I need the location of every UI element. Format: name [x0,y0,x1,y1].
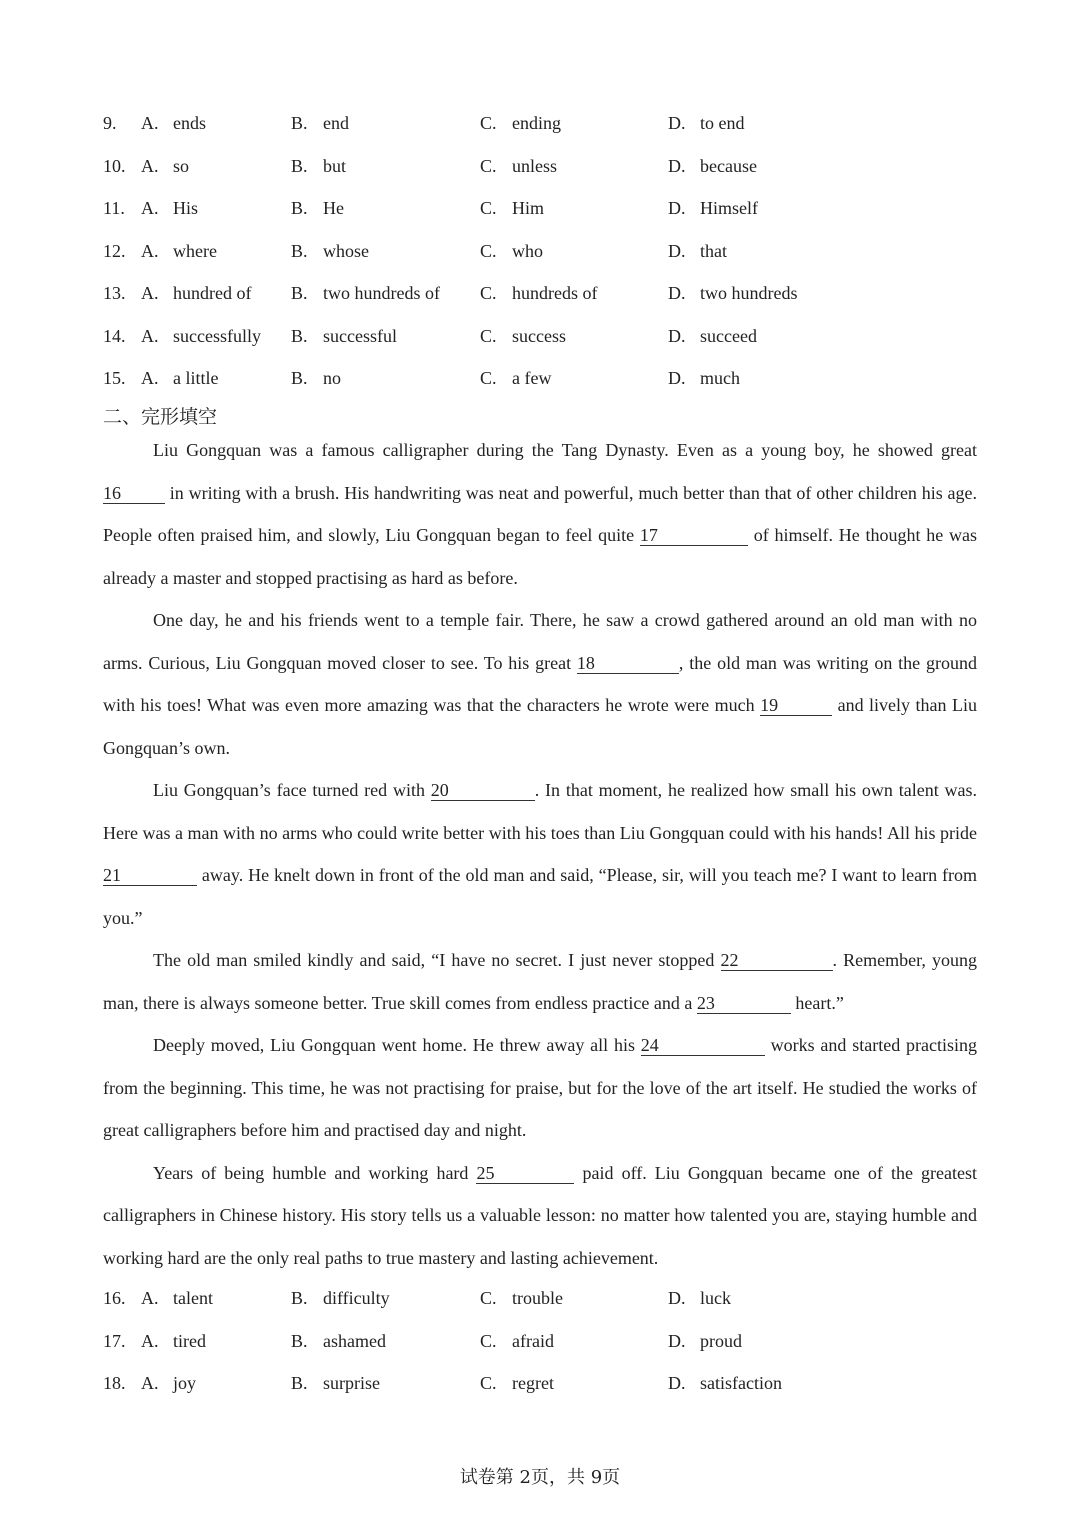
passage-paragraph [103,429,977,599]
question-row [103,283,983,313]
answer-option[interactable] [141,1288,213,1309]
option-letter: C. [480,1373,497,1393]
option-letter: B. [291,1330,308,1351]
option-text: to end [700,113,745,133]
option-text: Himself [700,198,758,218]
option-letter: B. [291,368,308,388]
option-text: joy [173,1373,197,1393]
passage-text: paid off. Liu Gongquan became one of the greatest calligraphers in Chinese history. His story tells us a valuable lesson: no matter how talented you are, staying humble and working hard are the only real paths to true mastery and lasting achievement. [103,1162,977,1268]
question-row [103,1288,983,1318]
option-letter: C. [480,368,497,388]
answer-option[interactable] [141,283,251,304]
option-text: two hundreds of [323,283,440,303]
option-letter: C. [480,283,497,303]
option-text: so [173,155,190,176]
answer-option[interactable] [141,368,218,389]
answer-option[interactable] [668,156,757,177]
option-text: regret [512,1373,554,1393]
passage-paragraph [103,1152,977,1280]
answer-option[interactable] [291,368,341,389]
question-number: 18. [103,1373,126,1393]
option-text: surprise [323,1373,380,1393]
answer-option[interactable] [291,113,349,134]
option-text: His [173,198,199,218]
answer-option[interactable] [141,156,189,177]
answer-option[interactable] [291,198,344,219]
question-row [103,113,983,143]
answer-option[interactable] [480,283,597,304]
option-letter: D. [668,240,686,261]
option-text: no [323,368,341,388]
passage-text: The old man smiled kindly and said, “I have no secret. I just never stopped [153,950,721,970]
blank-22: 22 [721,950,833,971]
option-letter: A. [141,113,159,133]
passage-text: and lively than Liu Gongquan’s own. [103,695,977,758]
option-text: a few [512,368,552,388]
passage-text: Deeply moved, Liu Gongquan went home. He threw away all his [153,1035,641,1055]
blank-17: 17 [640,525,748,546]
answer-option[interactable] [480,241,543,262]
answer-option[interactable] [480,198,544,219]
passage-text: Years of being humble and working hard [153,1162,477,1183]
passage-paragraph [103,1024,977,1152]
option-text: two hundreds [700,283,798,303]
question-number: 16. [103,1288,126,1308]
option-letter: B. [291,198,308,218]
option-letter: A. [141,1288,159,1308]
option-text: who [512,240,543,261]
blank-23: 23 [697,993,791,1014]
answer-option[interactable] [141,1373,196,1394]
answer-option[interactable] [480,1331,554,1352]
option-letter: B. [291,113,308,133]
option-letter: D. [668,1330,686,1351]
option-letter: D. [668,113,686,133]
blank-18: 18 [577,653,679,674]
passage-paragraph [103,769,977,939]
question-row [103,1373,983,1403]
answer-option[interactable] [291,1288,390,1309]
option-text: satisfaction [700,1373,782,1393]
passage-text: in writing with a brush. His handwriting was neat and powerful, much better than that of other children his age. People often praised him, and slowly, Liu Gongquan began to feel quite [103,482,977,545]
question-row [103,326,983,356]
question-number: 14. [103,325,126,346]
option-letter: B. [291,240,308,261]
option-letter: D. [668,283,686,303]
passage-text: Liu Gongquan was a famous calligrapher during the Tang Dynasty. Even as a young boy, he showed great [153,440,977,460]
question-row [103,241,983,271]
option-text: ashamed [323,1330,386,1351]
option-letter: C. [480,325,497,346]
question-number: 11. [103,198,125,218]
option-text: trouble [512,1288,563,1308]
answer-option[interactable] [480,368,551,389]
option-text: end [323,113,349,133]
option-text: Him [512,198,545,218]
option-text: whose [323,240,369,261]
option-text: but [323,155,347,176]
option-letter: C. [480,1330,497,1351]
option-letter: D. [668,325,686,346]
answer-option[interactable] [291,1331,386,1352]
option-text: much [700,368,740,388]
passage-text: . In that moment, he realized how small his own talent was. Here was a man with no arms who could write better with his toes than Liu Gongquan could with his hands! All his pride [103,780,977,843]
option-letter: C. [480,113,497,133]
option-letter: A. [141,240,159,261]
question-number: 17. [103,1330,126,1351]
option-text: proud [700,1330,742,1351]
blank-19: 19 [760,695,832,716]
option-letter: A. [141,368,159,388]
answer-option[interactable] [291,326,397,347]
answer-option[interactable] [480,1288,563,1309]
passage-text: of himself. He thought he was already a master and stopped practising as hard as before. [103,525,977,588]
question-number: 15. [103,368,126,388]
option-text: successful [323,325,397,346]
passage-text: , the old man was writing on the ground with his toes! What was even more amazing was that the characters he wrote were much [103,652,977,715]
option-letter: B. [291,1288,308,1308]
option-letter: B. [291,283,308,303]
option-text: hundred of [173,283,252,303]
question-row [103,198,983,228]
option-letter: D. [668,1288,686,1308]
passage-text: away. He knelt down in front of the old man and said, “Please, sir, will you teach me? I want to learn from you.” [103,865,977,928]
option-text: successfully [173,325,261,346]
answer-option[interactable] [668,326,757,347]
option-letter: B. [291,325,308,346]
question-number: 9. [103,113,117,133]
option-text: that [700,240,727,261]
option-letter: D. [668,368,686,388]
answer-option[interactable] [480,1373,554,1394]
option-text: afraid [512,1330,554,1351]
cloze-passage [103,429,977,1279]
option-letter: D. [668,1373,686,1393]
answer-option[interactable] [668,368,740,389]
option-letter: C. [480,155,497,176]
option-text: talent [173,1288,213,1308]
passage-paragraph [103,939,977,1024]
answer-option[interactable] [480,326,566,347]
option-text: success [512,325,566,346]
option-letter: A. [141,1373,159,1393]
option-text: hundreds of [512,283,598,303]
question-row [103,368,983,398]
option-text: succeed [700,325,757,346]
option-text: tired [173,1330,206,1351]
blank-20: 20 [431,780,535,801]
answer-option[interactable] [668,1373,782,1394]
answer-option[interactable] [480,113,561,134]
passage-text: heart.” [790,992,844,1013]
option-letter: B. [291,155,308,176]
passage-text: One day, he and his friends went to a temple fair. There, he saw a crowd gathered around an old man with no arms. Curious, Liu Gongquan moved closer to see. To his great [103,610,977,673]
option-text: ends [173,113,206,133]
option-text: difficulty [323,1288,390,1308]
answer-option[interactable] [141,241,217,262]
answer-option[interactable] [668,241,727,262]
option-letter: D. [668,155,686,176]
blank-24: 24 [641,1035,765,1056]
option-letter: A. [141,155,159,176]
question-number: 10. [103,155,126,176]
answer-option[interactable] [668,1288,731,1309]
section-title: 二、完形填空 [103,406,218,428]
option-letter: C. [480,198,497,218]
answer-option[interactable] [141,198,198,219]
question-number: 13. [103,283,126,303]
question-number: 12. [103,240,126,261]
answer-option[interactable] [291,283,440,304]
option-text: He [323,198,344,218]
passage-text: . Remember, young man, there is always someone better. True skill comes from endless practice and a [103,950,978,1013]
answer-option[interactable] [291,156,346,177]
answer-option[interactable] [291,241,369,262]
option-text: where [173,240,217,261]
answer-option[interactable] [668,198,758,219]
option-letter: A. [141,198,159,218]
answer-option[interactable] [480,156,557,177]
blank-21: 21 [103,865,197,886]
passage-paragraph [103,599,977,769]
option-letter: A. [141,325,159,346]
answer-option[interactable] [668,1331,742,1352]
answer-option[interactable] [141,113,206,134]
option-text: a little [173,368,219,388]
option-letter: C. [480,1288,497,1308]
question-row [103,156,983,186]
option-letter: A. [141,1330,159,1351]
answer-option[interactable] [141,326,261,347]
passage-text: works and started practising from the beginning. This time, he was not practising for praise, but for the love of the art itself. He studied the works of great calligraphers before him and practised day and night. [103,1035,977,1140]
blank-16: 16 [103,483,165,504]
passage-text: Liu Gongquan’s face turned red with [153,780,431,800]
option-letter: A. [141,283,159,303]
answer-option[interactable] [291,1373,380,1394]
option-text: unless [512,155,557,176]
option-letter: D. [668,198,686,218]
option-text: luck [700,1288,731,1308]
answer-option[interactable] [141,1331,206,1352]
answer-option[interactable] [668,283,798,304]
option-letter: C. [480,240,497,261]
page-footer: 试卷第 2页，共 9页 [459,1467,621,1488]
option-text: ending [512,113,561,133]
answer-option[interactable] [668,113,745,134]
question-row [103,1331,983,1361]
option-letter: B. [291,1373,308,1393]
option-text: because [700,155,757,176]
blank-25: 25 [476,1163,574,1184]
